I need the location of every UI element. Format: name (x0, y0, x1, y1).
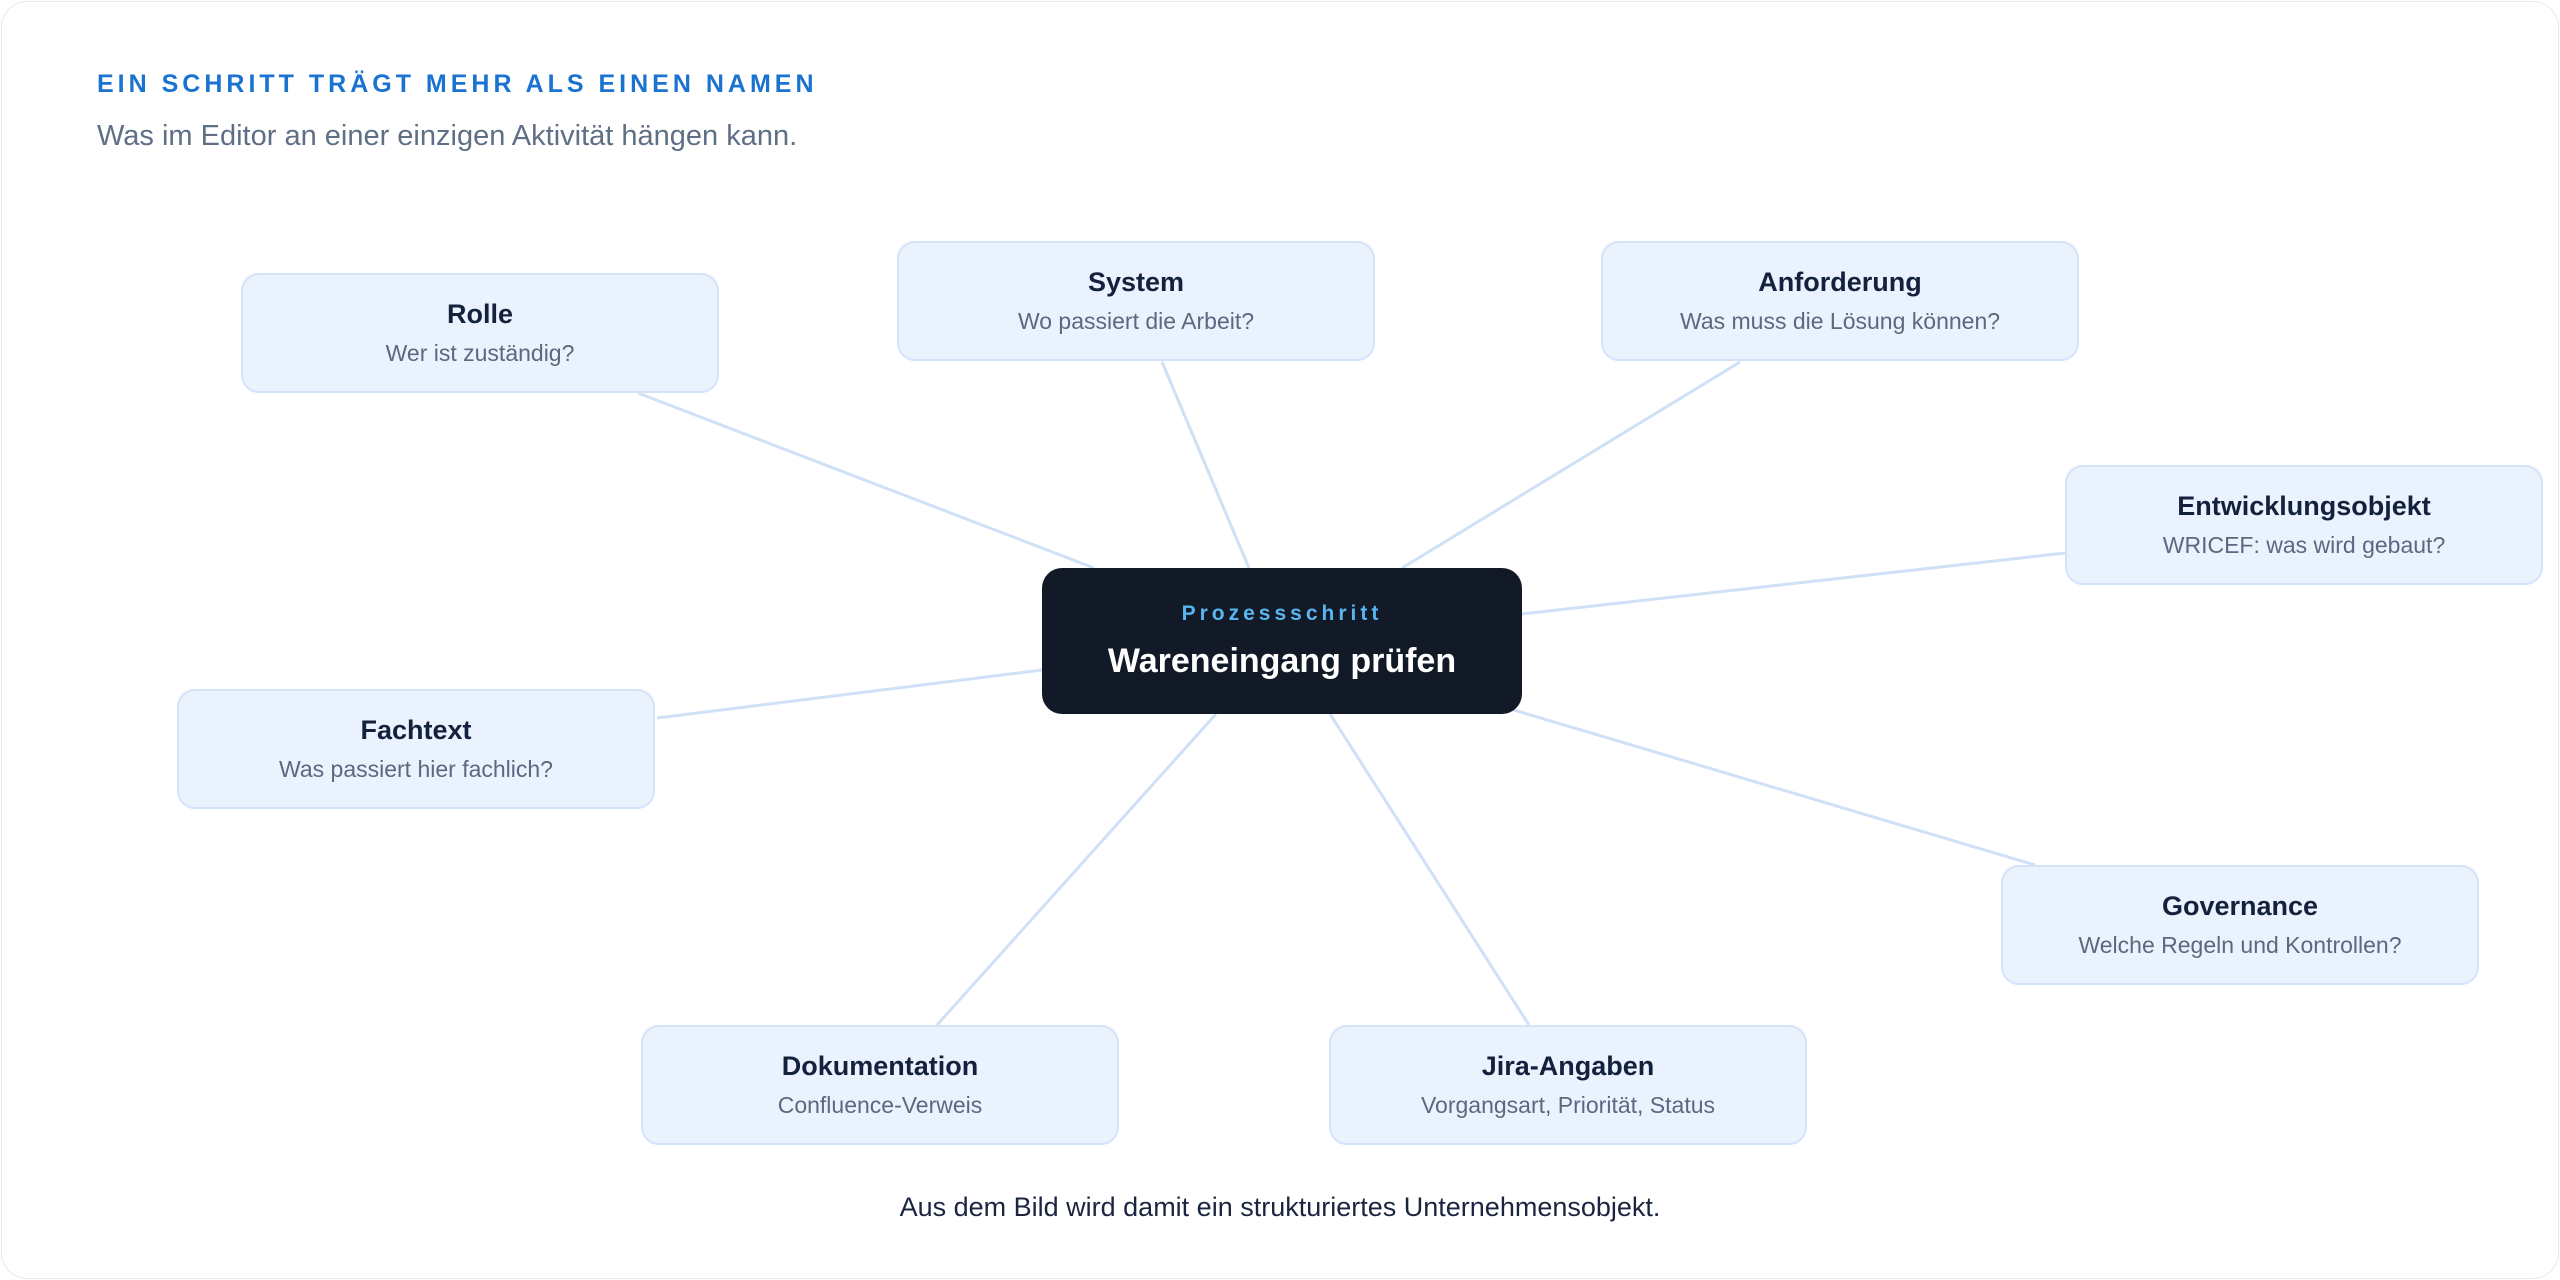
node-subtitle: Wo passiert die Arbeit? (1017, 308, 1255, 335)
connector-dokumentation (937, 714, 1216, 1025)
node-title: Entwicklungsobjekt (2177, 491, 2431, 521)
connector-governance (1507, 708, 2035, 865)
node-title: System (1087, 267, 1185, 297)
connector-entwicklungsobjekt (1522, 553, 2065, 614)
diagram-subtitle: Was im Editor an einer einzigen Aktivität hängen kann. (97, 120, 798, 152)
node-title: Fachtext (360, 715, 472, 745)
center-node-title: Wareneingang prüfen (1107, 641, 1457, 680)
center-node (1042, 568, 1522, 714)
node-jira-angaben (1329, 1025, 1807, 1145)
footer-caption: Aus dem Bild wird damit ein strukturiertes Unternehmensobjekt. (899, 1192, 1661, 1222)
connector-rolle (638, 393, 1094, 568)
center-node-kicker: Prozessschritt (1181, 601, 1383, 625)
node-title: Governance (2161, 891, 2319, 921)
node-entwicklungsobjekt (2065, 465, 2543, 585)
node-fachtext (177, 689, 655, 809)
diagram-card (1, 1, 2559, 1279)
node-title: Jira-Angaben (1481, 1051, 1655, 1081)
connector-anforderung (1402, 362, 1740, 568)
node-title: Anforderung (1758, 267, 1922, 297)
node-system (897, 241, 1375, 361)
node-title: Rolle (446, 299, 513, 329)
node-title: Dokumentation (781, 1051, 979, 1081)
node-subtitle: Welche Regeln und Kontrollen? (2078, 932, 2402, 959)
node-subtitle: Was passiert hier fachlich? (279, 756, 553, 783)
node-subtitle: Confluence-Verweis (777, 1092, 983, 1119)
node-subtitle: WRICEF: was wird gebaut? (2162, 532, 2446, 559)
node-subtitle: Vorgangsart, Priorität, Status (1420, 1092, 1716, 1119)
node-dokumentation (641, 1025, 1119, 1145)
node-governance (2001, 865, 2479, 985)
node-subtitle: Wer ist zuständig? (385, 340, 575, 367)
node-rolle (241, 273, 719, 393)
connector-fachtext (657, 670, 1042, 718)
eyebrow-heading: EIN SCHRITT TRÄGT MEHR ALS EINEN NAMEN (97, 70, 818, 98)
connector-system (1162, 362, 1249, 568)
connector-jira (1330, 714, 1529, 1025)
node-subtitle: Was muss die Lösung können? (1679, 308, 2001, 335)
node-anforderung (1601, 241, 2079, 361)
